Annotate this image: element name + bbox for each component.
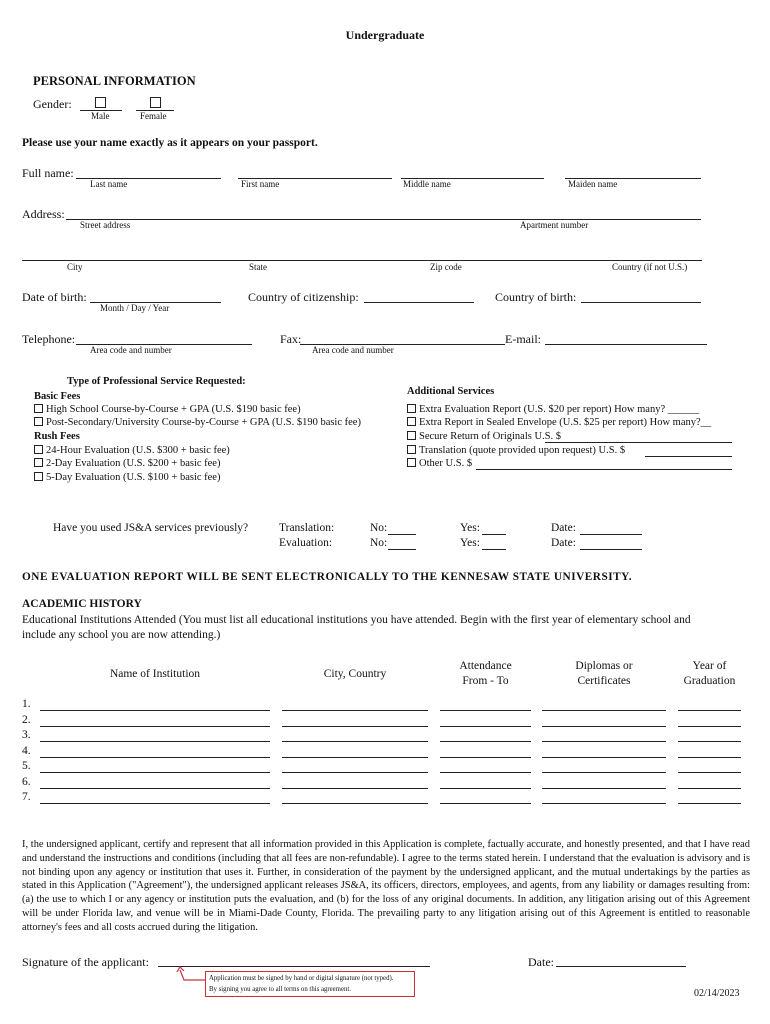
other-amount-field[interactable] bbox=[476, 469, 732, 470]
table-cell-field[interactable] bbox=[678, 788, 741, 789]
middle-name-hint: Middle name bbox=[403, 179, 451, 189]
translation-no-label: No: bbox=[370, 522, 388, 534]
row-number: 6. bbox=[22, 775, 31, 788]
table-cell-field[interactable] bbox=[40, 741, 270, 742]
table-cell-field[interactable] bbox=[678, 741, 741, 742]
table-cell-field[interactable] bbox=[440, 803, 531, 804]
translation-date-label: Date: bbox=[551, 522, 576, 534]
col-header-city: City, Country bbox=[323, 668, 387, 680]
evaluation-no-label: No: bbox=[370, 537, 388, 549]
state-hint: State bbox=[249, 262, 267, 272]
col-header-attendance: Attendance bbox=[459, 660, 512, 672]
row-number: 2. bbox=[22, 713, 31, 726]
signature-date-field[interactable] bbox=[556, 966, 686, 967]
table-cell-field[interactable] bbox=[282, 741, 428, 742]
extra-evaluation-report[interactable]: Extra Evaluation Report (U.S. $20 per report) How many? ______ bbox=[407, 404, 699, 415]
table-cell-field[interactable] bbox=[440, 710, 531, 711]
col-header-attendance-range: From - To bbox=[462, 675, 509, 687]
translation-yes-label: Yes: bbox=[460, 522, 480, 534]
table-cell-field[interactable] bbox=[542, 788, 666, 789]
table-cell-field[interactable] bbox=[40, 788, 270, 789]
table-cell-field[interactable] bbox=[40, 803, 270, 804]
table-cell-field[interactable] bbox=[282, 710, 428, 711]
male-label: Male bbox=[91, 111, 110, 121]
female-label: Female bbox=[140, 111, 167, 121]
table-cell-field[interactable] bbox=[40, 726, 270, 727]
apartment-hint: Apartment number bbox=[520, 220, 589, 230]
checkbox-icon[interactable] bbox=[407, 417, 416, 426]
checkbox-icon[interactable] bbox=[34, 417, 43, 426]
extra-sealed-report[interactable]: Extra Report in Sealed Envelope (U.S. $25 per report) How many?__ bbox=[407, 417, 711, 428]
table-cell-field[interactable] bbox=[542, 710, 666, 711]
signature-note-line-2: By signing you agree to all terms on this agreement. bbox=[209, 986, 351, 993]
table-cell-field[interactable] bbox=[282, 726, 428, 727]
table-cell-field[interactable] bbox=[282, 788, 428, 789]
table-cell-field[interactable] bbox=[282, 757, 428, 758]
street-hint: Street address bbox=[80, 220, 131, 230]
personal-info-heading: PERSONAL INFORMATION bbox=[33, 74, 196, 88]
table-cell-field[interactable] bbox=[542, 772, 666, 773]
citizenship-label: Country of citizenship: bbox=[248, 290, 359, 304]
dob-label: Date of birth: bbox=[22, 290, 87, 304]
fax-label: Fax: bbox=[280, 332, 302, 346]
row-number: 1. bbox=[22, 698, 31, 710]
evaluation-no-field[interactable] bbox=[388, 549, 416, 550]
checkbox-icon[interactable] bbox=[34, 458, 43, 467]
rush-24-hour[interactable]: 24-Hour Evaluation (U.S. $300 + basic fee) bbox=[34, 445, 230, 456]
basic-fee-university[interactable]: Post-Secondary/University Course-by-Course + GPA (U.S. $190 basic fee) bbox=[34, 417, 361, 428]
secure-return[interactable]: Secure Return of Originals U.S. $ bbox=[407, 431, 561, 442]
translation-amount-field[interactable] bbox=[645, 456, 732, 457]
fullname-label: Full name: bbox=[22, 166, 74, 180]
academic-instructions: Educational Institutions Attended (You must list all educational institutions you have attended. Begin with the first year of elementary school and include any school you are now attending.) bbox=[22, 614, 691, 641]
table-cell-field[interactable] bbox=[542, 803, 666, 804]
table-cell-field[interactable] bbox=[678, 726, 741, 727]
last-name-hint: Last name bbox=[90, 179, 128, 189]
signature-note-box bbox=[205, 971, 415, 997]
signature-label: Signature of the applicant: bbox=[22, 955, 149, 969]
signature-date-label: Date: bbox=[528, 955, 554, 969]
checkbox-icon[interactable] bbox=[34, 404, 43, 413]
arrow-icon bbox=[176, 966, 208, 988]
other-service[interactable]: Other U.S. $ bbox=[407, 458, 472, 469]
translation-label: Translation: bbox=[279, 522, 335, 534]
table-cell-field[interactable] bbox=[542, 757, 666, 758]
col-header-certificates: Certificates bbox=[577, 675, 631, 687]
city-state-zip-field[interactable] bbox=[22, 260, 702, 261]
first-name-hint: First name bbox=[241, 179, 280, 189]
translation-yes-field[interactable] bbox=[482, 534, 506, 535]
checkbox-icon[interactable] bbox=[407, 458, 416, 467]
evaluation-date-label: Date: bbox=[551, 537, 576, 549]
table-cell-field[interactable] bbox=[678, 710, 741, 711]
evaluation-yes-field[interactable] bbox=[482, 549, 506, 550]
evaluation-date-field[interactable] bbox=[580, 549, 642, 550]
basic-fees-heading: Basic Fees bbox=[34, 391, 81, 402]
translation-date-field[interactable] bbox=[580, 534, 642, 535]
table-cell-field[interactable] bbox=[282, 803, 428, 804]
academic-history-heading: ACADEMIC HISTORY bbox=[22, 598, 142, 610]
table-cell-field[interactable] bbox=[542, 726, 666, 727]
country-hint: Country (if not U.S.) bbox=[612, 262, 688, 272]
female-checkbox[interactable] bbox=[150, 97, 161, 108]
previous-services-question: Have you used JS&A services previously? bbox=[53, 522, 249, 534]
rush-2-day[interactable]: 2-Day Evaluation (U.S. $200 + basic fee) bbox=[34, 458, 220, 469]
col-header-institution: Name of Institution bbox=[109, 668, 201, 680]
table-cell-field[interactable] bbox=[440, 772, 531, 773]
table-cell-field[interactable] bbox=[542, 741, 666, 742]
signature-note-line-1: Application must be signed by hand or digital signature (not typed). bbox=[209, 975, 394, 982]
table-cell-field[interactable] bbox=[678, 757, 741, 758]
table-cell-field[interactable] bbox=[40, 772, 270, 773]
col-header-graduation: Graduation bbox=[683, 675, 736, 687]
additional-services-heading: Additional Services bbox=[407, 386, 495, 397]
email-label: E-mail: bbox=[505, 332, 541, 346]
rush-5-day[interactable]: 5-Day Evaluation (U.S. $100 + basic fee) bbox=[34, 472, 220, 483]
evaluation-notice: ONE EVALUATION REPORT WILL BE SENT ELECTRONICALLY TO THE KENNESAW STATE UNIVERSITY. bbox=[22, 571, 633, 583]
col-header-diplomas: Diplomas or bbox=[575, 660, 633, 672]
dob-hint: Month / Day / Year bbox=[100, 303, 170, 313]
telephone-hint: Area code and number bbox=[90, 345, 172, 355]
street-address-field[interactable] bbox=[66, 219, 701, 220]
footer-date: 02/14/2023 bbox=[694, 988, 740, 999]
row-number: 3. bbox=[22, 729, 31, 741]
table-cell-field[interactable] bbox=[40, 757, 270, 758]
checkbox-icon[interactable] bbox=[34, 472, 43, 481]
agreement-text: I, the undersigned applicant, certify and represent that all information provided in this Application is complete, factually accurate, and honestly presented, and that I have read and understand the instructions and conditions (including that all fees are non-refundable). I agree to the terms stated herein. I understand that the evaluation is advisory and is not binding upon any agency or institution that uses it. Further, in consideration of the payment by the undersigned applicant, and the mutual undertakings by the parties as stated in this Application ("Agreement"), the undersigned applicant releases JS&A, its officers, directors, employees, and agents, from any liability or damages resulting from: (a) the use to which I or any agency or institution puts the evaluation, and (b) for the loss of any original documents. In addition, any litigation arising out of this Agreement will be under Florida law, and venue will be in Miami-Dade County, Florida. The prevailing party to any litigation arising out of this Agreement is entitled to reasonable attorney's fees and all costs accrued during the litigation. bbox=[22, 839, 750, 933]
table-cell-field[interactable] bbox=[678, 803, 741, 804]
table-cell-field[interactable] bbox=[440, 726, 531, 727]
passport-note: Please use your name exactly as it appears on your passport. bbox=[22, 137, 318, 149]
basic-fee-hs[interactable]: High School Course-by-Course + GPA (U.S. $190 basic fee) bbox=[34, 404, 301, 415]
table-cell-field[interactable] bbox=[440, 741, 531, 742]
gender-label: Gender: bbox=[33, 97, 72, 111]
evaluation-yes-label: Yes: bbox=[460, 537, 480, 549]
birth-country-field[interactable] bbox=[581, 302, 701, 303]
fax-hint: Area code and number bbox=[312, 345, 394, 355]
city-hint: City bbox=[67, 262, 83, 272]
checkbox-icon[interactable] bbox=[34, 445, 43, 454]
row-number: 7. bbox=[22, 791, 31, 803]
translation-service[interactable]: Translation (quote provided upon request) U.S. $ bbox=[407, 445, 625, 456]
table-cell-field[interactable] bbox=[40, 710, 270, 711]
translation-no-field[interactable] bbox=[388, 534, 416, 535]
table-cell-field[interactable] bbox=[678, 772, 741, 773]
row-number: 5. bbox=[22, 760, 31, 772]
telephone-label: Telephone: bbox=[22, 332, 76, 346]
secure-return-amount-field[interactable] bbox=[545, 442, 732, 443]
table-cell-field[interactable] bbox=[440, 757, 531, 758]
table-cell-field[interactable] bbox=[282, 772, 428, 773]
address-label: Address: bbox=[22, 207, 65, 221]
services-heading: Type of Professional Service Requested: bbox=[67, 376, 246, 387]
maiden-name-hint: Maiden name bbox=[568, 179, 618, 189]
checkbox-icon[interactable] bbox=[407, 445, 416, 454]
evaluation-label: Evaluation: bbox=[279, 537, 333, 549]
male-checkbox[interactable] bbox=[95, 97, 106, 108]
row-number: 4. bbox=[22, 744, 31, 757]
col-header-year: Year of bbox=[692, 660, 727, 672]
checkbox-icon[interactable] bbox=[407, 431, 416, 440]
table-cell-field[interactable] bbox=[440, 788, 531, 789]
rush-fees-heading: Rush Fees bbox=[34, 431, 80, 442]
birth-country-label: Country of birth: bbox=[495, 290, 577, 304]
citizenship-field[interactable] bbox=[364, 302, 474, 303]
email-field[interactable] bbox=[545, 344, 707, 345]
checkbox-icon[interactable] bbox=[407, 404, 416, 413]
form-title: Undergraduate bbox=[345, 28, 425, 42]
zip-hint: Zip code bbox=[430, 262, 462, 272]
